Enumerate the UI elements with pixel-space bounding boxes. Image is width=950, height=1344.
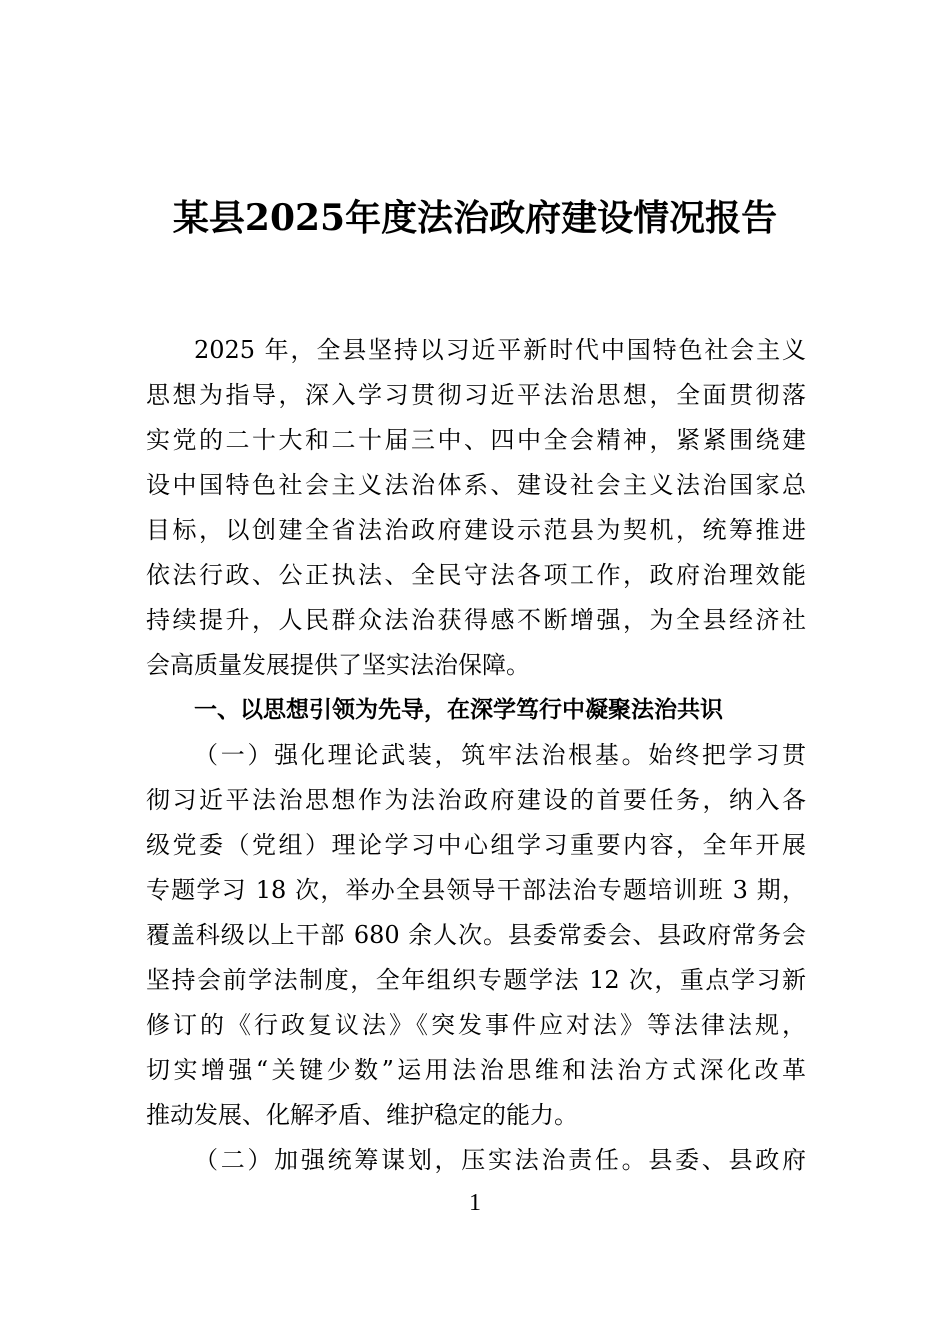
section-heading-1: 一、以思想引领为先导，在深学笃行中凝聚法治共识 — [194, 697, 723, 723]
paragraph-intro-line-7: 持续提升，人民群众法治获得感不断增强，为全县经济社 — [146, 606, 806, 634]
subsection-1-line-8: 切实增强“关键少数”运用法治思维和法治方式深化改革 — [146, 1056, 806, 1084]
subsection-1-line-2: 彻习近平法治思想作为法治政府建设的首要任务，纳入各 — [146, 786, 806, 814]
paragraph-intro-line-2: 思想为指导，深入学习贯彻习近平法治思想，全面贯彻落 — [146, 381, 806, 409]
subsection-1-line-1: （一）强化理论武装，筑牢法治根基。始终把学习贯 — [194, 741, 806, 769]
paragraph-intro-line-3: 实党的二十大和二十届三中、四中全会精神，紧紧围绕建 — [146, 426, 806, 454]
subsection-1-line-9: 推动发展、化解矛盾、维护稳定的能力。 — [146, 1101, 578, 1129]
paragraph-intro-line-6: 依法行政、公正执法、全民守法各项工作，政府治理效能 — [146, 561, 806, 589]
subsection-1-line-3: 级党委（党组）理论学习中心组学习重要内容，全年开展 — [146, 831, 806, 859]
document-title: 某县2025年度法治政府建设情况报告 — [172, 197, 778, 239]
page-number: 1 — [469, 1190, 481, 1216]
paragraph-intro-line-4: 设中国特色社会主义法治体系、建设社会主义法治国家总 — [146, 471, 806, 499]
subsection-2-line-1: （二）加强统筹谋划，压实法治责任。县委、县政府 — [194, 1146, 806, 1174]
subsection-1-line-5: 覆盖科级以上干部 680 余人次。县委常委会、县政府常务会 — [146, 921, 806, 949]
subsection-1-line-6: 坚持会前学法制度，全年组织专题学法 12 次，重点学习新 — [146, 966, 806, 994]
paragraph-intro-line-1: 2025 年，全县坚持以习近平新时代中国特色社会主义 — [194, 336, 806, 364]
subsection-1-line-4: 专题学习 18 次，举办全县领导干部法治专题培训班 3 期， — [146, 876, 806, 904]
paragraph-intro-line-5: 目标，以创建全省法治政府建设示范县为契机，统筹推进 — [146, 516, 806, 544]
subsection-1-line-7: 修订的《行政复议法》《突发事件应对法》等法律法规， — [146, 1011, 806, 1039]
paragraph-intro-line-8: 会高质量发展提供了坚实法治保障。 — [146, 651, 530, 679]
report-body — [146, 328, 806, 1183]
